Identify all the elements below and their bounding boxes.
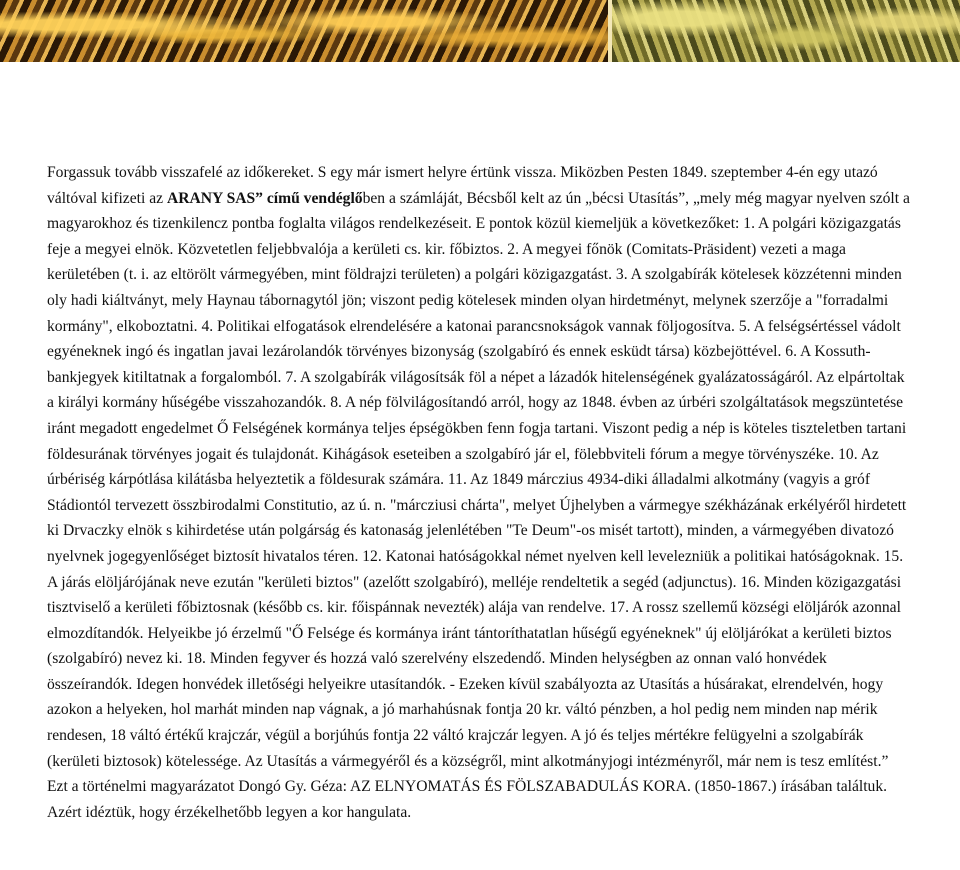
- article-bold-name: ARANY SAS” című vendéglő: [166, 189, 363, 207]
- banner-ornament-olive: [612, 0, 960, 62]
- article-body: ben a számláját, Bécsből kelt az ún „bécsi Utasítás”, „mely még magyar nyelven szólt a magyarokhoz és tizenkilencz pontba foglalta világos rendelkezéseit. E pontok közül kiemeljük a következőket: 1. A polgári közigazgatás feje a megyei elnök. Közvetetlen feljebbvalója a kerületi cs. kir. főbiztos. 2. A megyei főnök (Comitats-Präsident) vezeti a maga kerületében (t. i. az eltörölt vármegyében, mint földrajzi területen) a polgári közigazgatást. 3. A szolgabírák kötelesek közzétenni minden oly hadi kiáltványt, mely Haynau tábornagytól jön; viszont pedig kötelesek minden olyan hirdetményt, melynek szerzője a "forradalmi kormány", elkoboztatni. 4. Politikai elfogatások elrendelésére a katonai parancsnokságok vannak följogosítva. 5. A felségsértéssel vádolt egyéneknek ingó és ingatlan javai lezárolandók törvényes bizonyság (szolgabíró és ennek esküdt társa) közbejöttével. 6. A Kossuth-bankjegyek kitiltatnak a forgalomból. 7. A szolgabírák világosítsák föl a népet a lázadók hitelenségének gyalázatosságáról. Az elpártoltak a királyi kormány hűségébe visszahozandók. 8. A nép fölvilágosítandó arról, hogy az 1848. évben az úrbéri szolgáltatások megszüntetése iránt megadott engedelmet Ő Felségének kormánya teljes épségökben fenn fogja tartani. Viszont pedig a nép is köteles tiszteletben tartani földesurának törvényes jogait és tulajdonát. Kihágások eseteiben a szolgabíró jár el, fölebbviteli fórum a megye törvényszéke. 10. Az úrbériség kárpótlása kilátásba helyeztetik a földesurak számára. 11. Az 1849 márczius 4934-diki álladalmi alkotmány (vagyis a gróf Stádiontól tervezett összbirodalmi Constitutio, az ú. n. "márcziusi chárta", melyet Újhelyben a vármegye székházának erkélyéről hirdetett ki Drvaczky elnök s kihirdetése után polgárság és katonaság jelenlétében "Te Deum"-os misét tartott), minden, a vármegyében divatozó nyelvnek jogegyenlőséget biztosít hivatalos téren. 12. Katonai hatóságokkal német nyelven kell levelezniük a politikai hatóságoknak. 15. A járás elöljárójának neve ezután "kerületi biztos" (azelőtt szolgabíró), melléje rendeltetik a segéd (adjunctus). 16. Minden közigazgatási tisztviselő a kerületi főbiztosnak (később cs. kir. főispánnak nevezték) alája van rendelve. 17. A rossz szellemű községi elöljárók azonnal elmozdítandók. Helyeikbe jó érzelmű "Ő Felsége és kormánya iránt tántoríthatatlan hűségű egyéneknek" új elöljárókat a kerületi biztos (szolgabíró) nevez ki. 18. Minden fegyver és hozzá való szerelvény elszedendő. Minden helységben az onnan való honvédek összeírandók. Idegen honvédek illetőségi helyeikre utasítandók. - Ezeken kívül szabályozta az Utasítás a húsárakat, elrendelvén, hogy azokon a helyeken, hol marhát minden nap vágnak, a jó marhahúsnak fontja 20 kr. váltó pénzben, a hol pedig nem minden nap mérik rendesen, 18 váltó értékű krajczár, végül a borjúhús fontja 22 váltó krajczár legyen. A jó és teljes mértékre felügyelni a szolgabírák (kerületi biztosok) kötelessége. Az Utasítás a vármegyéről és a községről, mint alkotmányjogi intézményről, már nem is tesz említést.” Ezt a történelmi magyarázatot Dongó Gy. Géza: AZ ELNYOMATÁS ÉS FÖLSZABADULÁS KORA. (1850-1867.) írásában találtuk. Azért idéztük, hogy érzékelhetőbb legyen a kor hangulata.: [47, 189, 910, 821]
- header-banner: [0, 0, 960, 62]
- banner-ornament-gold: [0, 0, 608, 62]
- article-paragraph: [47, 160, 913, 825]
- article-intro: Forgassuk tovább visszafelé az időkereket. S egy már ismert helyre értünk vissza. Miközben Pesten 1849. szeptember 4-én egy utazó váltóval kifizeti az: [47, 164, 878, 207]
